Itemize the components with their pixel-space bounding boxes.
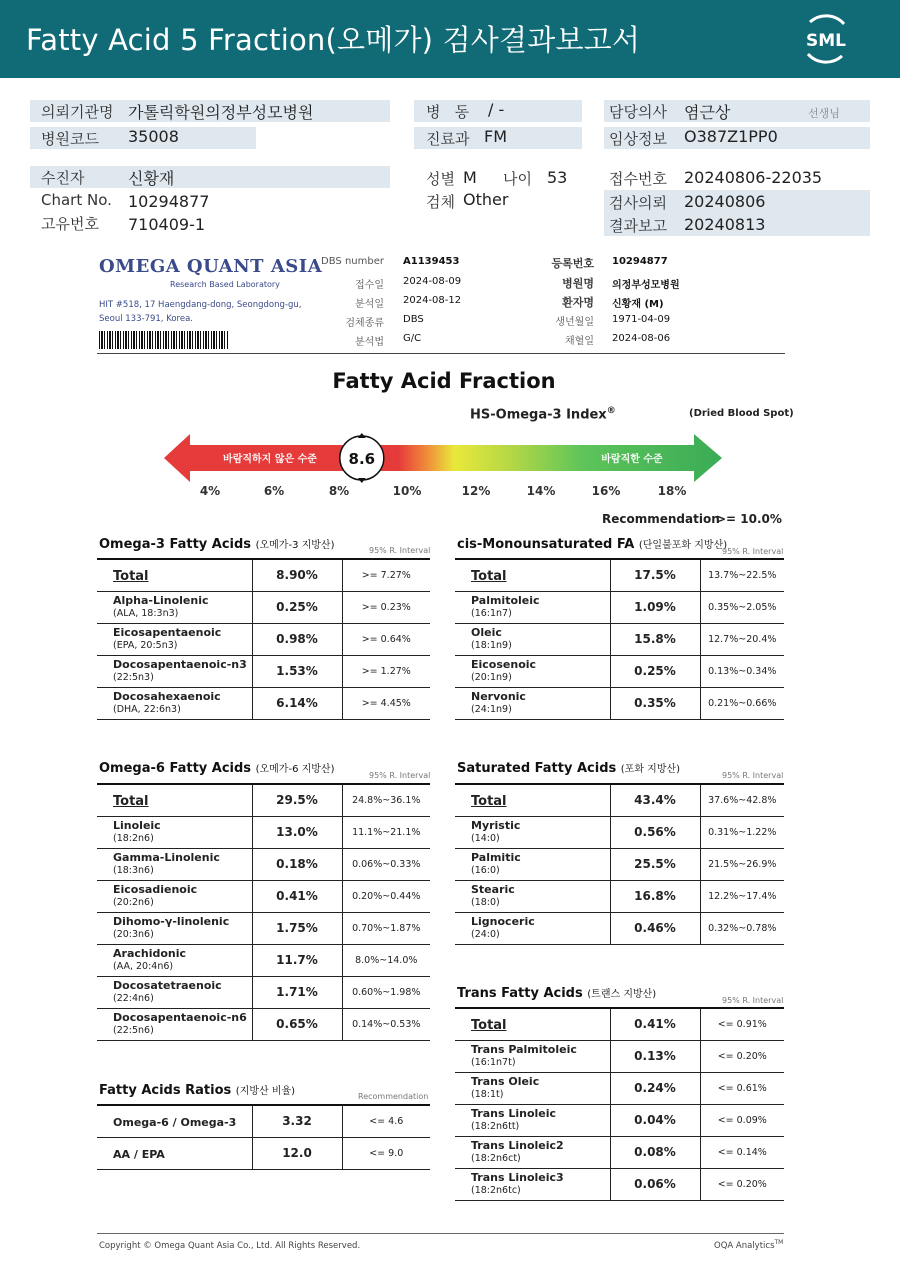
fatty-acid-name: Dihomo-γ-linolenic (20:3n6): [97, 912, 252, 944]
reference-range: 37.6%~42.8%: [700, 784, 784, 816]
scale-tick-label: 14%: [526, 484, 556, 498]
analytics-mark: OQA Analytics™: [714, 1239, 784, 1251]
lab-field-value: A1139453: [403, 256, 460, 267]
table-row: [97, 623, 430, 655]
fatty-acid-value: 0.41%: [252, 880, 342, 912]
institution-value: 가톨릭학원의정부성모병원: [128, 103, 314, 122]
fatty-acid-name: Total: [455, 1008, 610, 1040]
reference-range: >= 4.45%: [342, 687, 430, 719]
scale-tick-label: 18%: [657, 484, 687, 498]
reference-range: 0.60%~1.98%: [342, 976, 430, 1008]
clinical-label: 임상정보: [609, 130, 667, 148]
fatty-acid-value: 12.0: [252, 1137, 342, 1169]
omega6-table: [97, 783, 430, 1041]
doctor-label: 담당의사: [609, 103, 667, 121]
table-row: [97, 880, 430, 912]
fatty-acid-value: 8.90%: [252, 559, 342, 591]
fatty-acid-value: 13.0%: [252, 816, 342, 848]
fatty-acid-name: Palmitic (16:0): [455, 848, 610, 880]
table-row: [97, 687, 430, 719]
sfa-interval-label: 95% R. Interval: [722, 771, 784, 780]
table-row: [97, 976, 430, 1008]
sml-logo-text: SML: [806, 31, 846, 51]
table-row: [97, 816, 430, 848]
reference-range: <= 0.91%: [700, 1008, 784, 1040]
scale-tick-label: 4%: [199, 484, 221, 498]
lab-field2-label: 병원명: [562, 277, 594, 290]
reference-range: 21.5%~26.9%: [700, 848, 784, 880]
table-row: [455, 591, 784, 623]
fatty-acid-name: Docosahexaenoic (DHA, 22:6n3): [97, 687, 252, 719]
lab-field2-value: 신황재 (M): [612, 299, 664, 310]
fatty-acid-name: Total: [97, 784, 252, 816]
fatty-acid-name: Trans Linoleic3 (18:2n6tc): [455, 1168, 610, 1200]
lab-field2-label: 채혈일: [565, 336, 594, 347]
patient-label: 수진자: [41, 169, 85, 187]
table-row: [455, 655, 784, 687]
fatty-acid-value: 0.65%: [252, 1008, 342, 1040]
institution-label: 의뢰기관명: [41, 103, 114, 121]
sex-label: 성별: [426, 170, 455, 188]
reference-range: <= 0.61%: [700, 1072, 784, 1104]
reference-range: >= 0.64%: [342, 623, 430, 655]
unique-value: 710409-1: [128, 215, 206, 234]
sfa-table: [455, 783, 784, 945]
ratios-interval-label: Recommendation: [358, 1092, 429, 1101]
table-row: [97, 912, 430, 944]
fatty-acid-name: Trans Linoleic (18:2n6tt): [455, 1104, 610, 1136]
sfa-section-title: Saturated Fatty Acids (포화 지방산): [457, 761, 681, 776]
department-value: FM: [484, 127, 508, 146]
specimen-label: 검체: [426, 193, 455, 211]
lab-field-label: 검체종류: [345, 318, 384, 329]
table-row: [455, 880, 784, 912]
fatty-acid-value: 0.13%: [610, 1040, 700, 1072]
scale-tick-label: 8%: [328, 484, 350, 498]
fatty-acid-name: Linoleic (18:2n6): [97, 816, 252, 848]
reference-range: 0.20%~0.44%: [342, 880, 430, 912]
reference-range: <= 9.0: [342, 1137, 430, 1169]
reference-range: <= 4.6: [342, 1105, 430, 1137]
reference-range: <= 0.20%: [700, 1040, 784, 1072]
fatty-acid-value: 0.98%: [252, 623, 342, 655]
doctor-suffix: 선생님: [808, 107, 840, 120]
patient-name: 신황재: [128, 169, 175, 188]
reference-range: 0.13%~0.34%: [700, 655, 784, 687]
fatty-acid-name: Docosatetraenoic (22:4n6): [97, 976, 252, 1008]
lab-subtitle: Research Based Laboratory: [170, 280, 280, 289]
reference-range: >= 1.27%: [342, 655, 430, 687]
reference-range: >= 7.27%: [342, 559, 430, 591]
ward-value: / -: [488, 100, 505, 119]
reference-range: 12.7%~20.4%: [700, 623, 784, 655]
reference-range: 0.14%~0.53%: [342, 1008, 430, 1040]
fatty-acid-name: Eicosadienoic (20:2n6): [97, 880, 252, 912]
reference-range: <= 0.09%: [700, 1104, 784, 1136]
fatty-acid-value: 3.32: [252, 1105, 342, 1137]
fatty-acid-value: 1.71%: [252, 976, 342, 1008]
table-row: [455, 1136, 784, 1168]
fatty-acid-value: 0.56%: [610, 816, 700, 848]
fatty-acid-name: Oleic (18:1n9): [455, 623, 610, 655]
hs-omega3-title: HS-Omega-3 Index®: [470, 406, 616, 423]
fatty-acid-name: Stearic (18:0): [455, 880, 610, 912]
fatty-acid-value: 1.53%: [252, 655, 342, 687]
omega3-interval-label: 95% R. Interval: [369, 546, 431, 555]
table-row: [97, 591, 430, 623]
recommendation-value: >= 10.0%: [716, 512, 782, 526]
fatty-acid-value: 15.8%: [610, 623, 700, 655]
reference-range: 12.2%~17.4%: [700, 880, 784, 912]
main-title: Fatty Acid Fraction: [332, 369, 556, 393]
hospital-code-label: 병원코드: [41, 130, 99, 148]
reference-range: 24.8%~36.1%: [342, 784, 430, 816]
reference-range: >= 0.23%: [342, 591, 430, 623]
fatty-acid-value: 0.25%: [252, 591, 342, 623]
trans-table: [455, 1007, 784, 1201]
omega3-table: [97, 558, 430, 720]
receipt-label: 접수번호: [609, 170, 667, 188]
fatty-acid-value: 0.41%: [610, 1008, 700, 1040]
lab-field-value: 2024-08-12: [403, 295, 462, 306]
lab-field2-value: 의정부성모병원: [612, 280, 680, 291]
doctor-value: 염근상: [684, 103, 731, 122]
table-row: [97, 1137, 430, 1169]
fatty-acid-value: 25.5%: [610, 848, 700, 880]
fatty-acid-name: Total: [455, 784, 610, 816]
lab-field2-value: 10294877: [612, 256, 668, 267]
table-row: [455, 1008, 784, 1040]
fatty-acid-name: Trans Linoleic2 (18:2n6ct): [455, 1136, 610, 1168]
lab-field-label: DBS number: [321, 256, 384, 267]
lab-field-value: 2024-08-09: [403, 276, 462, 287]
scale-bad-label: 바람직하지 않은 수준: [223, 454, 317, 465]
index-marker: [340, 433, 384, 483]
table-row: [455, 1040, 784, 1072]
fatty-acid-name: Lignoceric (24:0): [455, 912, 610, 944]
fatty-acid-value: 29.5%: [252, 784, 342, 816]
fatty-acid-name: Total: [455, 559, 610, 591]
mufa-table: [455, 558, 784, 720]
fatty-acid-value: 0.24%: [610, 1072, 700, 1104]
reference-range: 8.0%~14.0%: [342, 944, 430, 976]
sex-value: M: [463, 168, 477, 187]
fatty-acid-name: Eicosapentaenoic (EPA, 20:5n3): [97, 623, 252, 655]
reference-range: <= 0.14%: [700, 1136, 784, 1168]
table-row: [455, 1168, 784, 1200]
ratios-section-title: Fatty Acids Ratios (지방산 비율): [99, 1083, 296, 1098]
fatty-acid-value: 11.7%: [252, 944, 342, 976]
sml-logo-icon: [798, 12, 854, 66]
hospital-code-value: 35008: [128, 127, 179, 146]
reference-range: 11.1%~21.1%: [342, 816, 430, 848]
reference-range: 0.70%~1.87%: [342, 912, 430, 944]
omega6-interval-label: 95% R. Interval: [369, 771, 431, 780]
lab-field2-label: 등록번호: [551, 257, 594, 270]
reference-range: 0.32%~0.78%: [700, 912, 784, 944]
clinical-value: O387Z1PP0: [684, 127, 778, 146]
table-row: [97, 1008, 430, 1040]
fatty-acid-name: Omega-6 / Omega-3: [97, 1105, 252, 1137]
scale-good-label: 바람직한 수준: [601, 454, 663, 465]
table-row: [455, 816, 784, 848]
copyright: Copyright © Omega Quant Asia Co., Ltd. All Rights Reserved.: [99, 1241, 361, 1251]
request-label: 검사의뢰: [609, 194, 667, 212]
fatty-acid-value: 1.09%: [610, 591, 700, 623]
scale-tick-label: 10%: [392, 484, 422, 498]
omega6-section-title: Omega-6 Fatty Acids (오메가-6 지방산): [99, 761, 335, 776]
omega3-index-scale: [160, 432, 726, 484]
report-header: [0, 0, 900, 78]
fatty-acid-name: Nervonic (24:1n9): [455, 687, 610, 719]
report-title: Fatty Acid 5 Fraction(오메가) 검사결과보고서: [26, 23, 641, 57]
request-value: 20240806: [684, 192, 766, 211]
age-value: 53: [547, 168, 568, 187]
fatty-acid-value: 1.75%: [252, 912, 342, 944]
fatty-acid-name: Docosapentaenoic-n3 (22:5n3): [97, 655, 252, 687]
lab-address: HIT #518, 17 Haengdang-dong, Seongdong-gu, Seoul 133-791, Korea.: [99, 300, 302, 324]
lab-field-label: 분석일: [355, 299, 384, 310]
fatty-acid-value: 0.04%: [610, 1104, 700, 1136]
fatty-acid-name: Total: [97, 559, 252, 591]
fatty-acid-name: Palmitoleic (16:1n7): [455, 591, 610, 623]
sample-type: (Dried Blood Spot): [689, 408, 794, 419]
fatty-acid-value: 0.46%: [610, 912, 700, 944]
reference-range: 0.35%~2.05%: [700, 591, 784, 623]
reference-range: <= 0.20%: [700, 1168, 784, 1200]
table-row: [455, 687, 784, 719]
table-row: [97, 784, 430, 816]
lab-field-label: 분석법: [355, 337, 384, 348]
fatty-acid-value: 6.14%: [252, 687, 342, 719]
table-row: [97, 559, 430, 591]
barcode-icon: [99, 331, 229, 349]
specimen-value: Other: [463, 190, 509, 209]
table-row: [455, 848, 784, 880]
fatty-acid-value: 0.06%: [610, 1168, 700, 1200]
table-row: [455, 623, 784, 655]
table-row: [455, 784, 784, 816]
fatty-acid-value: 0.25%: [610, 655, 700, 687]
lab-field-value: G/C: [403, 333, 422, 344]
reference-range: 0.06%~0.33%: [342, 848, 430, 880]
mufa-section-title: cis-Monounsaturated FA (단일불포화 지방산): [457, 537, 728, 552]
table-row: [455, 1104, 784, 1136]
ratios-table: [97, 1104, 430, 1170]
fatty-acid-name: Arachidonic (AA, 20:4n6): [97, 944, 252, 976]
ward-label: 병 동: [426, 103, 470, 121]
scale-tick-label: 12%: [461, 484, 491, 498]
fatty-acid-value: 0.08%: [610, 1136, 700, 1168]
fatty-acid-name: Trans Oleic (18:1t): [455, 1072, 610, 1104]
lab-field2-value: 2024-08-06: [612, 333, 671, 344]
table-row: [455, 559, 784, 591]
table-row: [97, 655, 430, 687]
fatty-acid-name: Trans Palmitoleic (16:1n7t): [455, 1040, 610, 1072]
fatty-acid-name: Myristic (14:0): [455, 816, 610, 848]
scale-tick-label: 16%: [591, 484, 621, 498]
fatty-acid-value: 17.5%: [610, 559, 700, 591]
lab-field2-value: 1971-04-09: [612, 314, 671, 325]
fatty-acid-value: 0.35%: [610, 687, 700, 719]
fatty-acid-name: Docosapentaenoic-n6 (22:5n6): [97, 1008, 252, 1040]
fatty-acid-name: AA / EPA: [97, 1137, 252, 1169]
mufa-interval-label: 95% R. Interval: [722, 547, 784, 556]
lab-field2-label: 환자명: [562, 296, 594, 309]
report-value: 20240813: [684, 215, 766, 234]
table-row: [455, 1072, 784, 1104]
table-row: [97, 1105, 430, 1137]
reference-range: 13.7%~22.5%: [700, 559, 784, 591]
table-row: [97, 848, 430, 880]
table-row: [455, 912, 784, 944]
reference-range: 0.31%~1.22%: [700, 816, 784, 848]
lab-logo: OMEGA QUANT ASIA: [99, 256, 323, 277]
lab-field-label: 접수일: [355, 280, 384, 291]
omega3-section-title: Omega-3 Fatty Acids (오메가-3 지방산): [99, 537, 335, 552]
trans-interval-label: 95% R. Interval: [722, 996, 784, 1005]
fatty-acid-name: Alpha-Linolenic (ALA, 18:3n3): [97, 591, 252, 623]
department-label: 진료과: [426, 130, 470, 148]
lab-field-value: DBS: [403, 314, 424, 325]
table-row: [97, 944, 430, 976]
chart-label: Chart No.: [41, 191, 112, 209]
index-value: 8.6: [348, 450, 376, 468]
fatty-acid-name: Eicosenoic (20:1n9): [455, 655, 610, 687]
reference-range: 0.21%~0.66%: [700, 687, 784, 719]
fatty-acid-value: 0.18%: [252, 848, 342, 880]
chart-value: 10294877: [128, 192, 210, 211]
fatty-acid-name: Gamma-Linolenic (18:3n6): [97, 848, 252, 880]
trans-section-title: Trans Fatty Acids (트랜스 지방산): [457, 986, 657, 1001]
fatty-acid-value: 16.8%: [610, 880, 700, 912]
age-label: 나이: [503, 170, 532, 188]
receipt-value: 20240806-22035: [684, 168, 823, 187]
fatty-acid-value: 43.4%: [610, 784, 700, 816]
unique-label: 고유번호: [41, 215, 99, 233]
scale-tick-label: 6%: [263, 484, 285, 498]
report-label: 결과보고: [609, 217, 667, 235]
recommendation-label: Recommendation: [602, 512, 720, 526]
lab-field2-label: 생년월일: [555, 317, 594, 328]
